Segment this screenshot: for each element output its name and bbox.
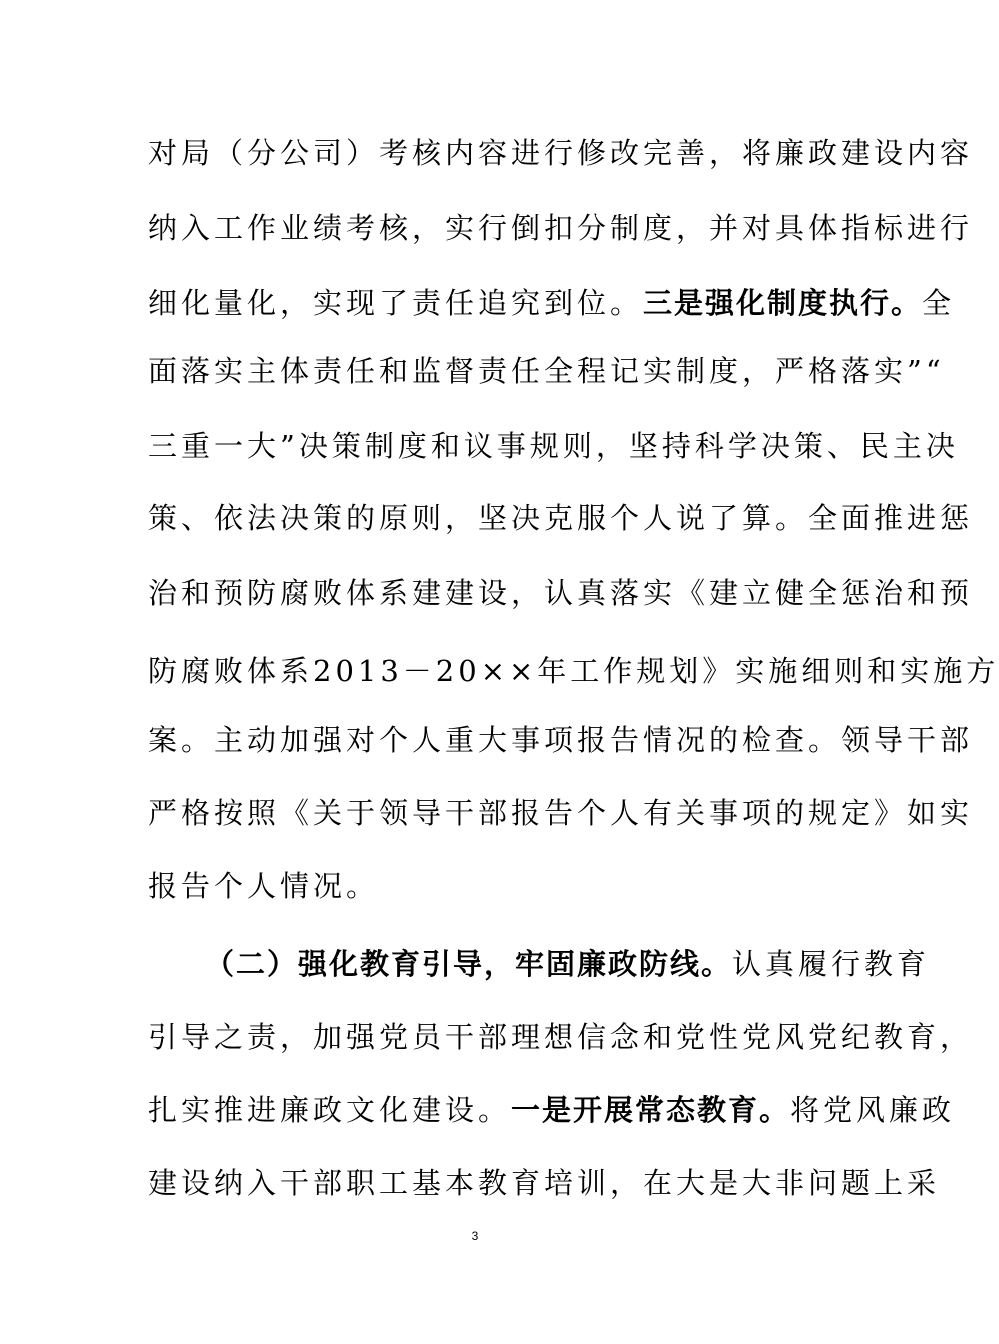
- text-line: [148, 133, 973, 173]
- page-number: 3: [471, 1229, 479, 1243]
- body-text: 认真履行教育: [732, 947, 931, 981]
- text-line: [148, 283, 955, 323]
- body-text: 全: [922, 286, 956, 320]
- body-text: 案。主动加强对个人重大事项报告情况的检查。领导干部: [148, 723, 974, 757]
- body-text: 纳入工作业绩考核，实行倒扣分制度，并对具体指标进行: [148, 211, 974, 245]
- text-line: [148, 720, 973, 760]
- body-text: 引导之责，加强党员干部理想信念和党性党风党纪教育，: [148, 1020, 974, 1054]
- text-line: [148, 866, 379, 906]
- body-text: 治和预防腐败体系建建设，认真落实《建立健全惩治和预: [148, 576, 974, 610]
- body-text: 细化量化，实现了责任追究到位。: [148, 286, 644, 320]
- text-line: [148, 1163, 940, 1203]
- body-text: 面落实主体责任和监督责任全程记实制度，严格落实”“: [148, 354, 945, 388]
- text-line: [148, 793, 973, 833]
- text-line: [205, 944, 930, 984]
- body-text: 策、依法决策的原则，坚决克服个人说了算。全面推进惩: [148, 501, 974, 535]
- text-line: [148, 208, 973, 248]
- bold-heading-text: 三是强化制度执行。: [643, 286, 923, 320]
- text-line: [148, 1017, 973, 1057]
- body-text: 对局（分公司）考核内容进行修改完善，将廉政建设内容: [148, 136, 974, 170]
- text-line: [148, 498, 973, 538]
- text-line: [148, 573, 973, 613]
- body-text: 将党风廉政: [790, 1093, 956, 1127]
- text-line: [148, 426, 959, 466]
- bold-heading-text: 一是开展常态教育。: [511, 1093, 791, 1127]
- body-text: 扎实推进廉政文化建设。: [148, 1093, 512, 1127]
- body-text: 建设纳入干部职工基本教育培训，在大是大非问题上采: [148, 1166, 941, 1200]
- body-text: 严格按照《关于领导干部报告个人有关事项的规定》如实: [148, 796, 974, 830]
- text-line: [148, 351, 945, 391]
- body-text: 报告个人情况。: [148, 869, 380, 903]
- body-text: 三重一大”决策制度和议事规则，坚持科学决策、民主决: [148, 429, 959, 463]
- text-line: [148, 651, 999, 691]
- bold-heading-text: （二）强化教育引导，牢固廉政防线。: [205, 947, 733, 981]
- text-line: [148, 1090, 955, 1130]
- body-text: 防腐败体系2013－20××年工作规划》实施细则和实施方: [148, 654, 999, 688]
